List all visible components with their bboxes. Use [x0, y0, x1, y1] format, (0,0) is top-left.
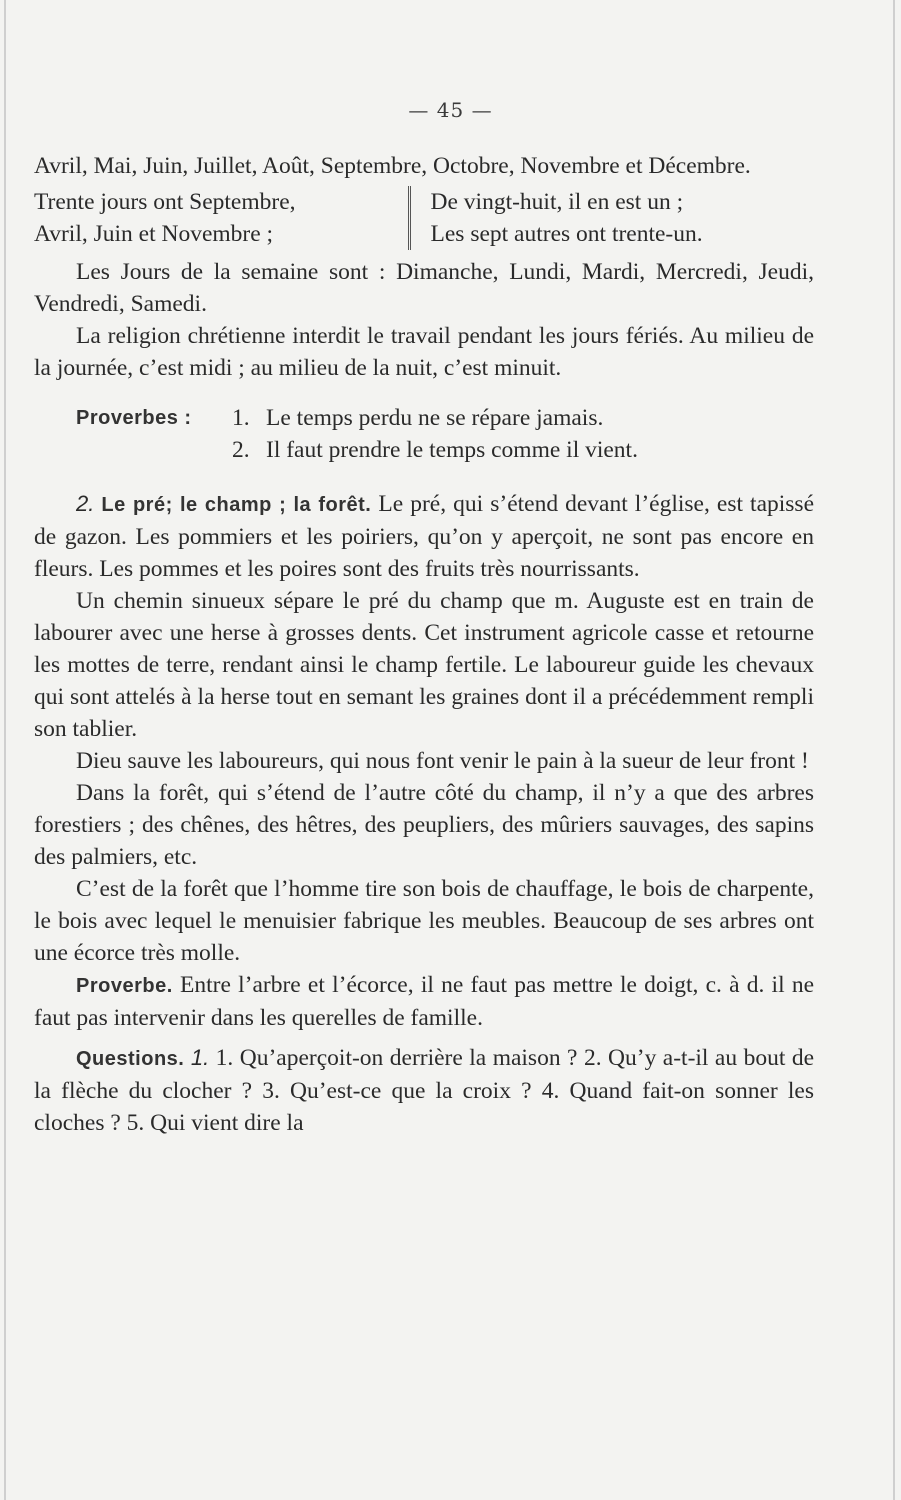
section-2-paragraph-4: Dans la forêt, qui s’étend de l’autre côté du champ, il n’y a que des arbres forestiers ; des chênes, des hêtres, des peupliers, des mûriers sauvages, des sapins des palmiers, etc.: [34, 780, 814, 870]
proverb-row: [34, 434, 814, 466]
verse-line: Les sept autres ont trente-un.: [430, 221, 703, 247]
section-title: Le pré; le champ ; la forêt.: [101, 494, 372, 516]
verse-left-column: [34, 186, 408, 250]
page-edge-right: [893, 0, 895, 1500]
proverbs-label: Proverbes :: [76, 407, 192, 429]
questions-text: 1. Qu’aperçoit-on derrière la maison ? 2. Qu’y a-t-il au bout de la flèche du clocher ? 3. Qu’est-ce que la croix ? 4. Quand fait-on sonner les cloches ? 5. Qui vient dire la: [34, 1045, 814, 1136]
proverb-paragraph: [34, 969, 814, 1034]
days-paragraph: Les Jours de la semaine sont : Dimanche, Lundi, Mardi, Mercredi, Jeudi, Vendredi, Samedi.: [34, 259, 814, 317]
section-2-paragraph-5: C’est de la forêt que l’homme tire son bois de chauffage, le bois de charpente, le bois avec lequel le menuisier fabrique les meubles. Beaucoup de ses arbres ont une écorce très molle.: [34, 876, 814, 966]
verse-line: Avril, Juin et Novembre ;: [34, 221, 274, 247]
verse-line: De vingt-huit, il en est un ;: [430, 189, 684, 215]
section-2-paragraph-1: [34, 488, 814, 585]
proverb-number: 2.: [232, 437, 250, 463]
questions-label: Questions.: [76, 1048, 185, 1070]
religion-paragraph: La religion chrétienne interdit le travail pendant les jours fériés. Au milieu de la journée, c’est midi ; au milieu de la nuit, c’est minuit.: [34, 323, 814, 381]
section-number: 2.: [76, 491, 95, 516]
page-body: [34, 150, 814, 1139]
page-edge-left: [4, 0, 6, 1500]
proverb-indent: [34, 434, 232, 466]
proverb-text: Entre l’arbre et l’écorce, il ne faut pas mettre le doigt, c. à d. il ne faut pas intervenir dans les querelles de famille.: [34, 972, 815, 1031]
section-2-paragraph-2: Un chemin sinueux sépare le pré du champ que m. Auguste est en train de labourer avec une herse à grosses dents. Cet instrument agricole casse et retourne les mottes de terre, rendant ainsi le champ fertile. Le laboureur guide les chevaux qui sont attelés à la herse tout en semant les graines dont il a précédemment rempli son tablier.: [34, 588, 814, 742]
proverb-label: Proverbe.: [76, 975, 173, 997]
section-2-paragraph-3: Dieu sauve les laboureurs, qui nous font venir le pain à la sueur de leur front !: [76, 748, 809, 774]
proverb-text: Le temps perdu ne se répare jamais.: [266, 405, 604, 431]
proverbs-block: [34, 402, 814, 466]
section-text: Le pré, qui s’étend devant l’église, est tapissé de gazon. Les pommiers et les poiriers, qu’on y aperçoit, ne sont pas encore en fleurs. Les pommes et les poires sont des fruits très nourrissants.: [34, 491, 815, 582]
verse-right-column: [408, 186, 814, 250]
proverb-text: Il faut prendre le temps comme il vient.: [266, 437, 638, 463]
verse-line: Trente jours ont Septembre,: [34, 189, 296, 215]
questions-number: 1.: [190, 1045, 210, 1070]
questions-paragraph: [34, 1042, 814, 1139]
months-verse: [34, 186, 814, 250]
page-number: — 45 —: [408, 98, 493, 122]
proverb-row: [34, 402, 814, 434]
proverb-number: 1.: [232, 405, 250, 431]
months-paragraph: Avril, Mai, Juin, Juillet, Août, Septembre, Octobre, Novembre et Décembre.: [34, 153, 751, 179]
